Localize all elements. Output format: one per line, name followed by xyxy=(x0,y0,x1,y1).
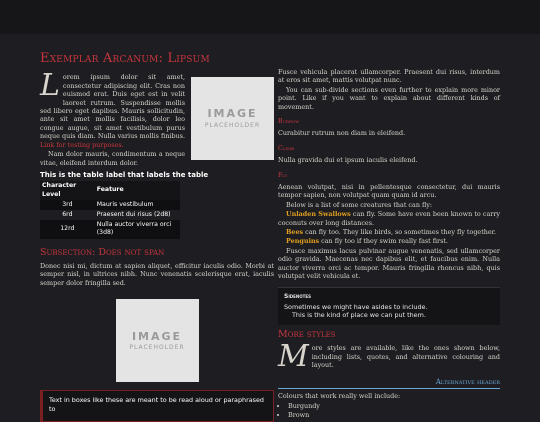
table-row xyxy=(40,220,180,238)
sidenote-line: This is the kind of place we can put them. xyxy=(292,311,426,320)
climb-text: Nulla gravida dui et ipsum iaculis eleifend. xyxy=(278,156,418,165)
image-placeholder xyxy=(191,77,274,160)
paragraph: Fusce vehicula placerat ullamcorper. Praesent dui risus, interdum at eros sit amet, mattis volutpat nunc. xyxy=(278,68,500,85)
table-caption: This is the table label that labels the table xyxy=(40,171,209,180)
fly-text: Aenean volutpat, nisi in pellentesque consectetur, dui mauris tempor sapien, non volutpat quam quam id arcu. xyxy=(278,182,500,200)
table-cell: 6rd xyxy=(40,210,95,220)
sidenote-title: Sidenotes xyxy=(284,292,311,300)
creature-text: can fly too. They like birds, so sometimes they fly together. xyxy=(303,228,497,236)
fly-list-intro: Below is a list of some creatures that can fly: xyxy=(286,200,432,209)
paragraph: Fusce maximus lacus pulvinar augue venenatis, sed ullamcorper odio gravida. Maecenas nec dapibus elit, et faucibus enim. Nulla auctor viverra orci ac tempor. Mauris fringilla rhoncus nibh, quis volutpat velit vehicula et. xyxy=(278,246,500,281)
image-label: IMAGE xyxy=(207,107,258,121)
table-row xyxy=(40,200,180,210)
subsection-text: Donec nisi mi, dictum at sapien aliquet, efficitur iaculis odio. Morbi at semper nisl, in ultrices nibh. Nunc venenatis scelerisque erat, iaculis semper dolor fringilla sed. xyxy=(40,262,274,287)
burrow-heading: Burrow xyxy=(278,118,300,126)
subsection-title: Subsection: Does not span xyxy=(40,246,165,258)
image-placeholder-2 xyxy=(116,299,199,382)
paragraph: You can sub-divide sections even further to explain more minor point. Like if you want to explain about different kinds of movement. xyxy=(278,85,500,111)
top-bar xyxy=(0,0,540,34)
more-styles-title: More styles xyxy=(278,328,336,340)
table-header: Feature xyxy=(95,181,180,199)
fly-heading: Fly xyxy=(278,171,288,179)
list-item: • Brown xyxy=(288,411,500,419)
image-sublabel: PLACEHOLDER xyxy=(129,344,185,352)
read-aloud-text: Text in boxes like these are meant to be read aloud or paraphrased to xyxy=(49,396,264,413)
creature-name: Unladen Swallows xyxy=(286,210,351,219)
table-cell: 3rd xyxy=(40,200,95,210)
creature-item xyxy=(278,237,500,245)
more-styles-paragraph xyxy=(278,339,500,375)
creature-name: Penguins xyxy=(286,237,320,246)
table-header: Character Level xyxy=(40,181,95,199)
drop-cap: M xyxy=(278,339,309,375)
more-styles-text: ore styles are available, like the ones shown below, including lists, quotes, and alternative colouring and layout. xyxy=(311,344,500,369)
colours-intro: Colours that work really well include: xyxy=(278,391,401,400)
creature-item xyxy=(278,210,500,227)
climb-heading: Climb xyxy=(278,144,295,152)
table-cell: Mauris vestibulum xyxy=(95,200,180,210)
creature-item xyxy=(278,228,500,236)
drop-cap: L xyxy=(40,68,60,104)
intro-text: orem ipsum dolor sit amet, consectetur adipiscing elit. Cras non euismod erat. Duis eget est in velit laoreet rutrum. Suspendisse mollis sed libero eget dapibus. Mauris sollicitudin, ante sit amet mollis facilisis, dolor leo congue augue, sit amet vestibulum purus neque quis diam. Nulla varius mollis finibus. xyxy=(40,73,185,141)
image-label: IMAGE xyxy=(131,329,183,343)
sidenote-line: Sometimes we might have asides to include. xyxy=(284,302,428,311)
table-cell: Praesent dui risus (2d8) xyxy=(95,210,180,220)
burrow-text: Curabitur rutrum non diam in eleifend. xyxy=(278,129,406,138)
list-item: • Burgundy xyxy=(288,402,500,410)
table-cell: 12rd xyxy=(40,220,95,238)
paragraph: Nam dolor mauris, condimentum a neque vitae, eleifend interdum dolor. xyxy=(40,150,185,167)
table-row xyxy=(40,210,180,220)
left-column xyxy=(40,50,274,422)
page-title: Exemplar Arcanum: Lipsum xyxy=(40,51,210,66)
feature-table xyxy=(40,181,180,238)
creature-name: Bees xyxy=(286,228,304,236)
read-aloud-box xyxy=(40,390,274,422)
creature-text: can fly. Some have even been known to carry coconuts over long distances. xyxy=(278,210,500,227)
creature-text: can fly too if they swim really fast first. xyxy=(319,237,448,246)
right-column xyxy=(278,68,500,419)
sidenote-box xyxy=(278,287,500,325)
image-sublabel: PLACEHOLDER xyxy=(204,121,261,129)
test-link[interactable]: Link for testing purposes. xyxy=(40,140,124,149)
alternative-header: Alternative header xyxy=(278,378,500,388)
table-cell: Nulla auctor viverra orci (3d8) xyxy=(95,220,180,238)
